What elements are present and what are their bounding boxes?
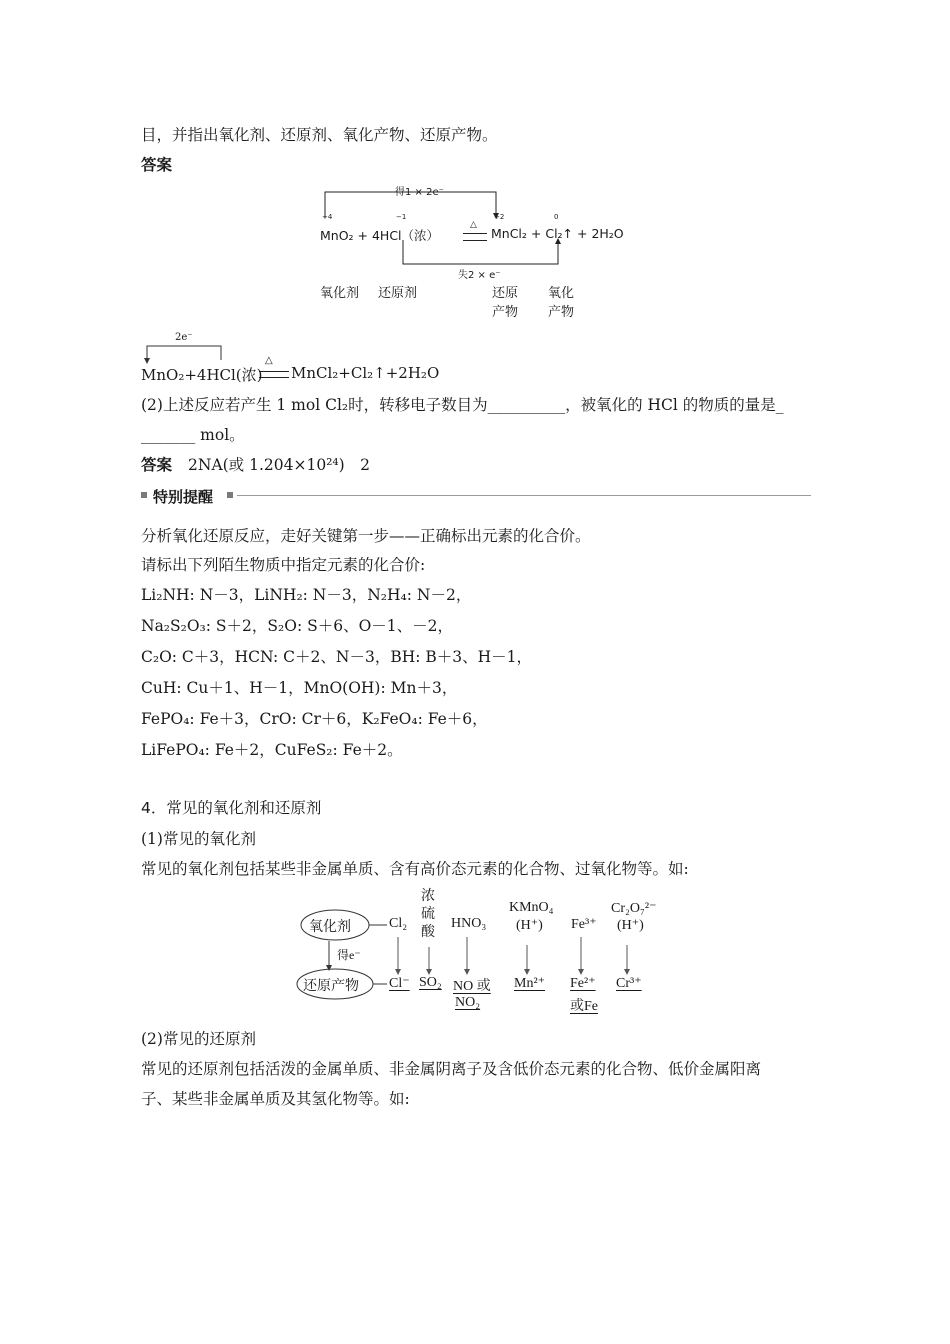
product-no2: NO₂ [455,995,481,1010]
oxidant-cr2o7: Cr₂O₇²⁻ [611,901,657,916]
heat-symbol: △ [265,355,273,366]
oxidant-cl2: Cl₂ [389,916,408,931]
label-oxidation-product: 氧化 [548,286,575,301]
answer-2-text: 2NA(或 1.204×10²⁴) 2 [188,456,371,474]
heat-symbol: △ [470,220,477,230]
label-reductant: 还原剂 [378,286,418,301]
ox-state: +2 [494,213,505,221]
oxidant-diagram [295,885,665,1020]
oxidant-fe3: Fe³⁺ [571,917,597,932]
ox-state: +4 [322,213,333,221]
tip-title: 特别提醒 [153,488,214,506]
ox-state: 0 [554,213,559,221]
valence-row: FePO₄: Fe＋3，CrO: Cr＋6，K₂FeO₄: Fe＋6， [141,710,488,728]
oxidant-h2so4: 浓 [421,889,435,904]
single-bridge-diagram [141,330,461,385]
oxidant-h2so4: 硫 [421,907,435,922]
oxidant-hno3: HNO₃ [451,916,487,931]
valence-row: LiFePO₄: Fe＋2，CuFeS₂: Fe＋2。 [141,741,403,759]
oxidant-h2so4: 酸 [421,925,435,940]
label-oxidant: 氧化剂 [320,286,360,301]
electron-count-label: 2e⁻ [175,332,193,343]
product-so2: SO₂ [419,975,442,990]
equation-left: MnO₂ + 4HCl（浓） [320,228,440,243]
question-2-line2: _______ mol。 [141,426,245,444]
equals-sign [463,233,487,241]
product-cr3: Cr³⁺ [616,976,642,991]
special-tip-header [141,486,811,506]
label-oxidation-product-2: 产物 [548,305,575,320]
intro-text: 目，并指出氧化剂、还原剂、氧化产物、还原产物。 [141,126,498,144]
transfer-brackets [310,180,650,320]
section-4-heading: 4．常见的氧化剂和还原剂 [141,799,322,817]
subheading-reductants: (2)常见的还原剂 [141,1030,256,1048]
tip-divider [237,495,811,496]
oxidant-label: 氧化剂 [309,920,351,935]
reduction-product-label: 还原产物 [303,979,359,994]
equation-right: MnCl₂+Cl₂↑+2H₂O [291,364,440,382]
label-reduction-product-2: 产物 [492,305,519,320]
reductants-description: 常见的还原剂包括活泼的金属单质、非金属阴离子及含低价态元素的化合物、低价金属阳离 [141,1060,762,1078]
acid-condition: (H⁺) [617,918,644,933]
equation-left: MnO₂+4HCl(浓) [141,366,263,384]
equals-sign [259,371,289,378]
subheading-oxidants: (1)常见的氧化剂 [141,830,256,848]
product-fe2: Fe²⁺ [570,976,596,991]
valence-row: CuH: Cu＋1、H－1，MnO(OH): Mn＋3， [141,679,458,697]
product-no: NO 或 [453,979,491,994]
question-2-line1: (2)上述反应若产生 1 mol Cl₂时，转移电子数目为__________，被氧化的 HCl 的物质的量是_ [141,396,784,414]
acid-condition: (H⁺) [516,918,543,933]
answer-label: 答案 [141,156,173,174]
equation-right: MnCl₂ + Cl₂↑ + 2H₂O [491,226,624,241]
product-cl: Cl⁻ [389,976,410,991]
reductants-description-2: 子、某些非金属单质及其氢化物等。如: [141,1090,410,1108]
oxidant-kmno4: KMnO₄ [509,900,554,915]
valence-row: Li₂NH: N－3，LiNH₂: N－3，N₂H₄: N－2， [141,586,472,604]
valence-row: Na₂S₂O₃: S＋2，S₂O: S＋6、O－1、－2， [141,617,453,635]
tip-line1: 分析氧化还原反应，走好关键第一步——正确标出元素的化合价。 [141,527,591,545]
product-fe: 或Fe [570,999,598,1014]
product-mn2: Mn²⁺ [514,976,546,991]
gain-electron-label: 得1 × 2e⁻ [395,187,444,198]
lose-electron-label: 失2 × e⁻ [458,270,501,281]
bullet-square [227,492,233,498]
gain-electron-label: 得e⁻ [337,948,361,962]
answer-label: 答案 [141,456,173,474]
bullet-square [141,492,147,498]
valence-row: C₂O: C＋3，HCN: C＋2、N－3，BH: B＋3、H－1， [141,648,533,666]
tip-line2: 请标出下列陌生物质中指定元素的化合价: [141,556,426,574]
label-reduction-product: 还原 [492,286,519,301]
ox-state: −1 [396,213,407,221]
electron-transfer-diagram [310,180,650,320]
oxidants-description: 常见的氧化剂包括某些非金属单质、含有高价态元素的化合物、过氧化物等。如: [141,860,689,878]
